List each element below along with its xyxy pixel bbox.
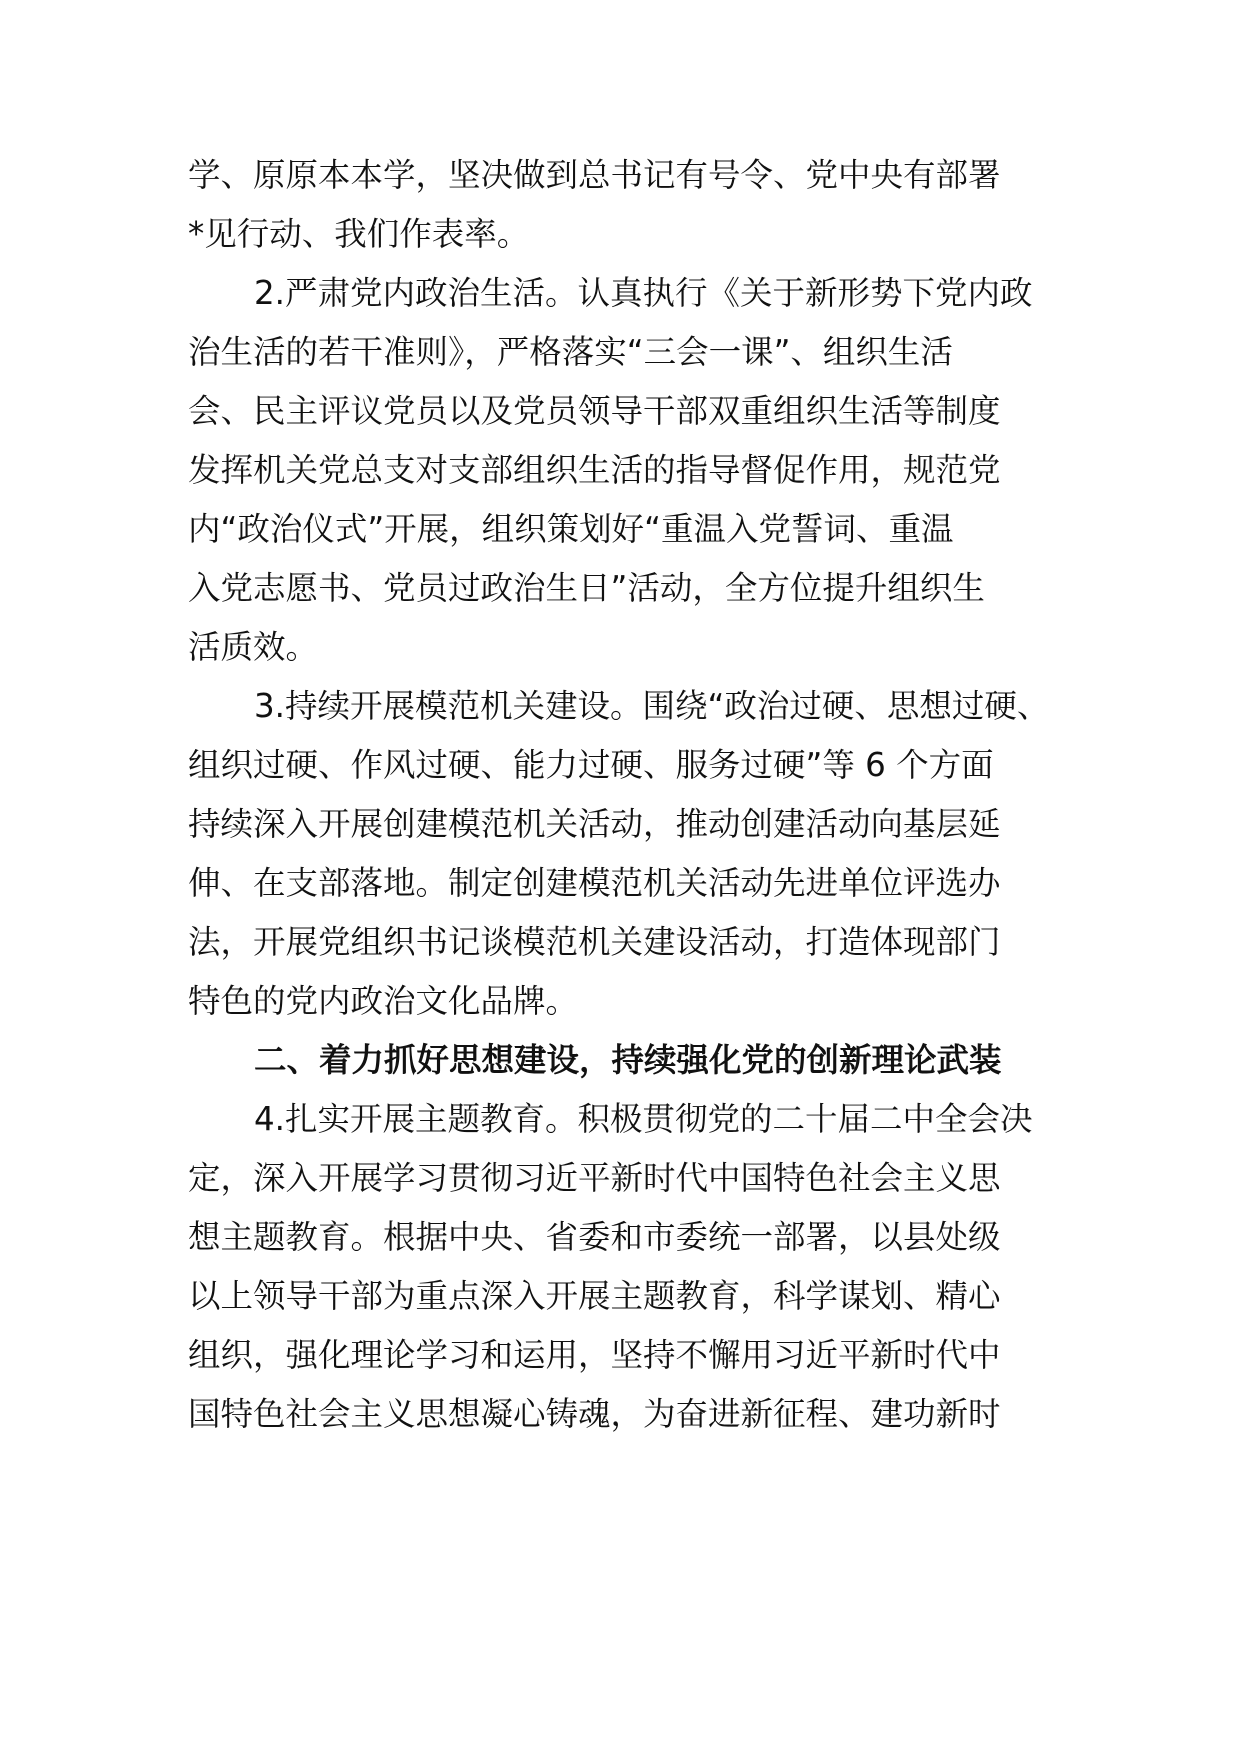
body-text-line: 入党志愿书、党员过政治生日”活动，全方位提升组织生 [188,569,985,607]
body-text-line: 组织过硬、作风过硬、能力过硬、服务过硬”等 6 个方面 [188,746,994,784]
body-text-line: 法，开展党组织书记谈模范机关建设活动，打造体现部门 [188,923,1001,961]
body-text-line: 持续深入开展创建模范机关活动，推动创建活动向基层延 [188,805,1001,843]
body-text-line: 治生活的若干准则》，严格落实“三会一课”、组织生活 [188,333,953,371]
paragraph-2-first-line: 2.严肃党内政治生活。认真执行《关于新形势下党内政 [254,274,1033,312]
section-heading: 二、着力抓好思想建设，持续强化党的创新理论武装 [254,1041,1002,1079]
body-text-line: 伸、在支部落地。制定创建模范机关活动先进单位评选办 [188,864,1001,902]
body-text-line: 内“政治仪式”开展，组织策划好“重温入党誓词、重温 [188,510,954,548]
body-text-line: 会、民主评议党员以及党员领导干部双重组织生活等制度 [188,392,1001,430]
body-text-line: *见行动、我们作表率。 [188,215,530,253]
body-text-line: 定，深入开展学习贯彻习近平新时代中国特色社会主义思 [188,1159,1001,1197]
body-text-line: 以上领导干部为重点深入开展主题教育，科学谋划、精心 [188,1277,1001,1315]
body-text-line: 组织，强化理论学习和运用，坚持不懈用习近平新时代中 [188,1336,1001,1374]
body-text-line: 想主题教育。根据中央、省委和市委统一部署，以县处级 [188,1218,1001,1256]
body-text-line: 学、原原本本学，坚决做到总书记有号令、党中央有部署 [188,156,1001,194]
paragraph-4-first-line: 4.扎实开展主题教育。积极贯彻党的二十届二中全会决 [254,1100,1033,1138]
body-text-line: 发挥机关党总支对支部组织生活的指导督促作用，规范党 [188,451,1001,489]
body-text-line: 特色的党内政治文化品牌。 [188,982,579,1020]
paragraph-3-first-line: 3.持续开展模范机关建设。围绕“政治过硬、思想过硬、 [254,687,1050,725]
body-text-line: 活质效。 [188,628,319,666]
body-text-line: 国特色社会主义思想凝心铸魂，为奋进新征程、建功新时 [188,1395,1001,1433]
